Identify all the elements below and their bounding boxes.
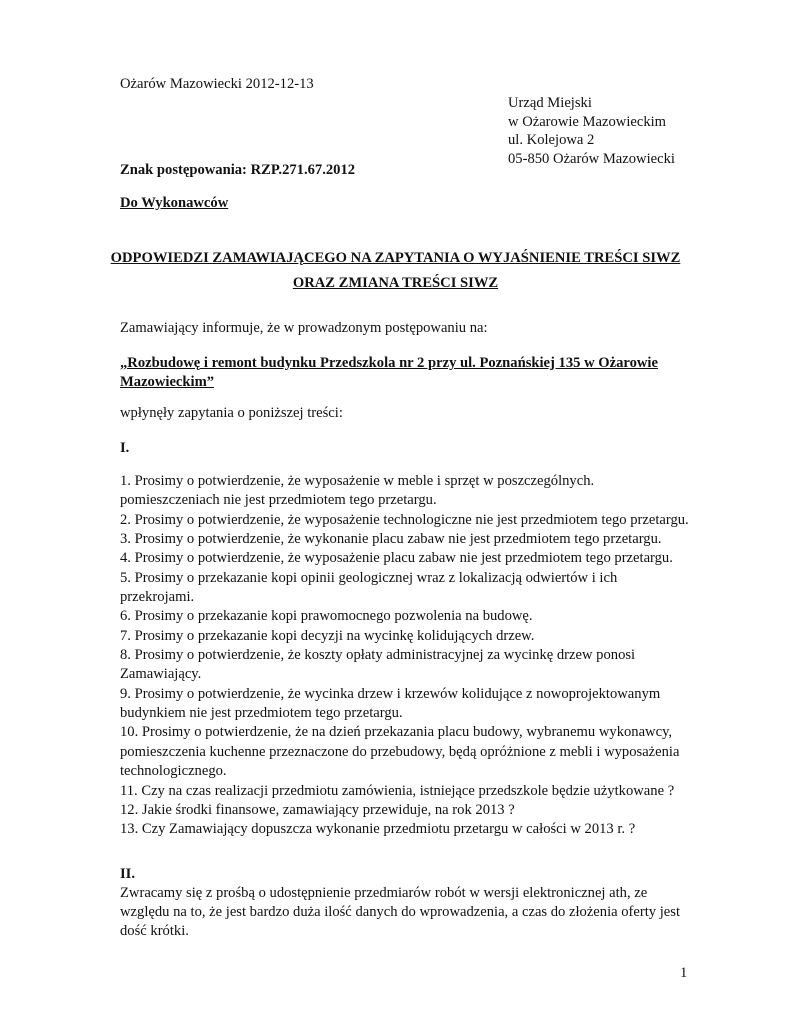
recipient-line: 05-850 Ożarów Mazowiecki [508,150,675,167]
question-line: 10. Prosimy o potwierdzenie, że na dzień przekazania placu budowy, wybranemu wykonawcy, [120,724,673,741]
document-date: Ożarów Mazowiecki 2012-12-13 [120,76,314,92]
question-line: 8. Prosimy o potwierdzenie, że koszty opłaty administracyjnej za wycinkę drzew ponosi [120,647,636,664]
section-2-label: II. [120,866,136,882]
project-title-line: Mazowieckim” [120,373,215,390]
question-line: 11. Czy na czas realizacji przedmiotu zamówienia, istniejące przedszkole będzie użytkowane ? [120,782,675,799]
question-line: 9. Prosimy o potwierdzenie, że wycinka drzew i krzewów kolidujące z nowoprojektowanym [120,685,661,702]
question-line: pomieszczeniach nie jest przedmiotem tego przetargu. [120,492,437,509]
heading-line: ORAZ ZMIANA TREŚCI SIWZ [292,275,499,291]
question-line: 12. Jakie środki finansowe, zamawiający przewiduje, na rok 2013 ? [120,801,515,818]
section-2-line: względu na to, że jest bardzo duża ilość danych do wprowadzenia, a czas do złożenia oferty jest [120,904,681,920]
page-number: 1 [680,965,688,981]
question-line: 13. Czy Zamawiający dopuszcza wykonanie przedmiotu przetargu w całości w 2013 r. ? [120,821,636,838]
case-number: Znak postępowania: RZP.271.67.2012 [120,162,356,178]
recipient-line: w Ożarowie Mazowieckim [508,113,667,130]
question-line: budynkiem nie jest przedmiotem tego przetargu. [120,705,403,722]
question-line: 6. Prosimy o przekazanie kopi prawomocnego pozwolenia na budowę. [120,608,533,625]
section-2-line: dość krótki. [120,923,189,939]
question-line: 5. Prosimy o przekazanie kopi opinii geologicznej wraz z lokalizacją odwiertów i ich [120,569,618,586]
document-heading [0,246,791,296]
project-title [120,354,658,391]
heading-line: ODPOWIEDZI ZAMAWIAJĄCEGO NA ZAPYTANIA O WYJAŚNIENIE TREŚCI SIWZ [110,250,681,266]
section-2 [120,865,680,941]
question-line: 1. Prosimy o potwierdzenie, że wyposażenie w meble i sprzęt w poszczególnych. [120,473,595,489]
recipient-line: Urząd Miejski [508,95,592,111]
question-line: 2. Prosimy o potwierdzenie, że wyposażenie technologiczne nie jest przedmiotem tego przetargu. [120,511,689,528]
questions-list [120,472,689,840]
received-statement: wpłynęły zapytania o poniższej treści: [120,405,343,421]
addressee-heading: Do Wykonawców [120,195,229,211]
question-line: przekrojami. [120,589,195,606]
question-line: pomieszczenia kuchenne przeznaczone do przebudowy, będą opróżnione z mebli i wyposażenia [120,743,680,760]
project-title-line: „Rozbudowę i remont budynku Przedszkola nr 2 przy ul. Poznańskiej 135 w Ożarowie [120,355,658,371]
recipient-line: ul. Kolejowa 2 [508,132,595,148]
question-line: 3. Prosimy o potwierdzenie, że wykonanie placu zabaw nie jest przedmiotem tego przetargu. [120,531,662,548]
question-line: Zamawiający. [120,666,202,683]
question-line: 7. Prosimy o przekazanie kopi decyzji na wycinkę kolidujących drzew. [120,627,535,644]
question-line: 4. Prosimy o potwierdzenie, że wyposażenie placu zabaw nie jest przedmiotem tego przetargu. [120,550,673,567]
recipient-address [508,94,675,168]
question-line: technologicznego. [120,763,227,780]
section-2-line: Zwracamy się z prośbą o udostępnienie przedmiarów robót w wersji elektronicznej ath, ze [120,885,648,901]
intro-paragraph: Zamawiający informuje, że w prowadzonym postępowaniu na: [120,320,488,336]
section-1-label: I. [120,440,130,456]
